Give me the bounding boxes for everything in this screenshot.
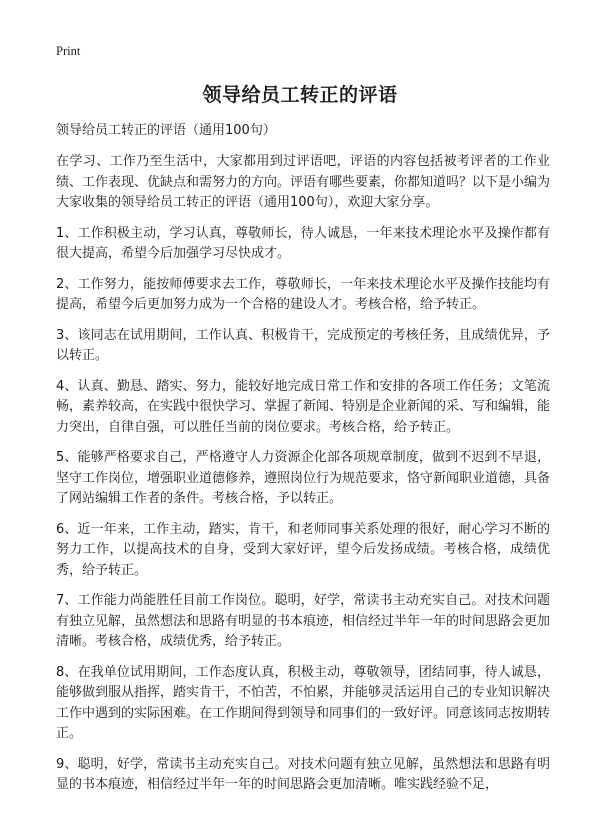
comment-paragraph-1: 1、工作积极主动，学习认真，尊敬师长，待人诚恳，一年来技术理论水平及操作都有很大提高，希望今后加强学习尽快成才。 — [56, 225, 550, 261]
comment-paragraph-7: 7、工作能力尚能胜任目前工作岗位。聪明，好学，常读书主动充实自己。对技术问题有独立见解，虽然想法和思路有明显的书本痕迹，相信经过半年一年的时间思路会更加清晰。考核合格，成绩优秀，给予转正。 — [56, 593, 551, 649]
comment-paragraph-6: 6、近一年来，工作主动，踏实，肯干，和老师同事关系处理的很好，耐心学习不断的努力工作，以提高技术的自身，受到大家好评，望今后发扬成绩。考核合格，成绩优秀，给予转正。 — [56, 521, 550, 578]
comment-paragraph-3: 3、该同志在试用期间，工作认真、积极肯干，完成预定的考核任务，且成绩优异，予以转正。 — [56, 327, 550, 363]
comment-paragraph-2: 2、工作努力，能按师傅要求去工作，尊敬师长，一年来技术理论水平及操作技能均有提高，希望今后更加努力成为一个合格的建设人才。考核合格，给予转正。 — [56, 276, 550, 312]
comment-paragraph-9: 9、聪明，好学，常读书主动充实自己。对技术问题有独立见解，虽然想法和思路有明显的书本痕迹，相信经过半年一年的时间思路会更加清晰。唯实践经验不足， — [56, 756, 550, 792]
comment-paragraph-4: 4、认真、勤恳、踏实、努力，能较好地完成日常工作和安排的各项工作任务；文笔流畅，素养较高，在实践中很快学习、掌握了新闻、特别是企业新闻的采、写和编辑，能力突出，自律自强，可以胜任当前的岗位要求。考核合格，给予转正。 — [56, 378, 551, 435]
document-title: 领导给员工转正的评语 — [202, 84, 398, 106]
document-body — [56, 121, 550, 806]
comment-paragraph-5: 5、能够严格要求自己，严格遵守人力资源企化部各项规章制度，做到不迟到不早退，坚守工作岗位，增强职业道德修养，遵照岗位行为规范要求，恪守新闻职业道德，具备了网站编辑工作者的条件。考核合格，予以转正。 — [56, 450, 551, 506]
comment-paragraph-8: 8、在我单位试用期间，工作态度认真，积极主动，尊敬领导，团结同事，待人诚恳，能够做到服从指挥，踏实肯干，不怕苦，不怕累，并能够灵活运用自己的专业知识解决工作中遇到的实际困难。在工作期间得到领导和同事们的一致好评。同意该同志按期转正。 — [56, 664, 551, 741]
print-link[interactable]: Print — [56, 44, 81, 58]
document-subtitle: 领导给员工转正的评语（通用100句） — [56, 123, 276, 138]
intro-paragraph: 在学习、工作乃至生活中，大家都用到过评语吧，评语的内容包括被考评者的工作业绩、工作表现、优缺点和需努力的方向。评语有哪些要素，你都知道吗？以下是小编为大家收集的领导给员工转正的评语（通用100句），欢迎大家分享。 — [56, 154, 551, 210]
